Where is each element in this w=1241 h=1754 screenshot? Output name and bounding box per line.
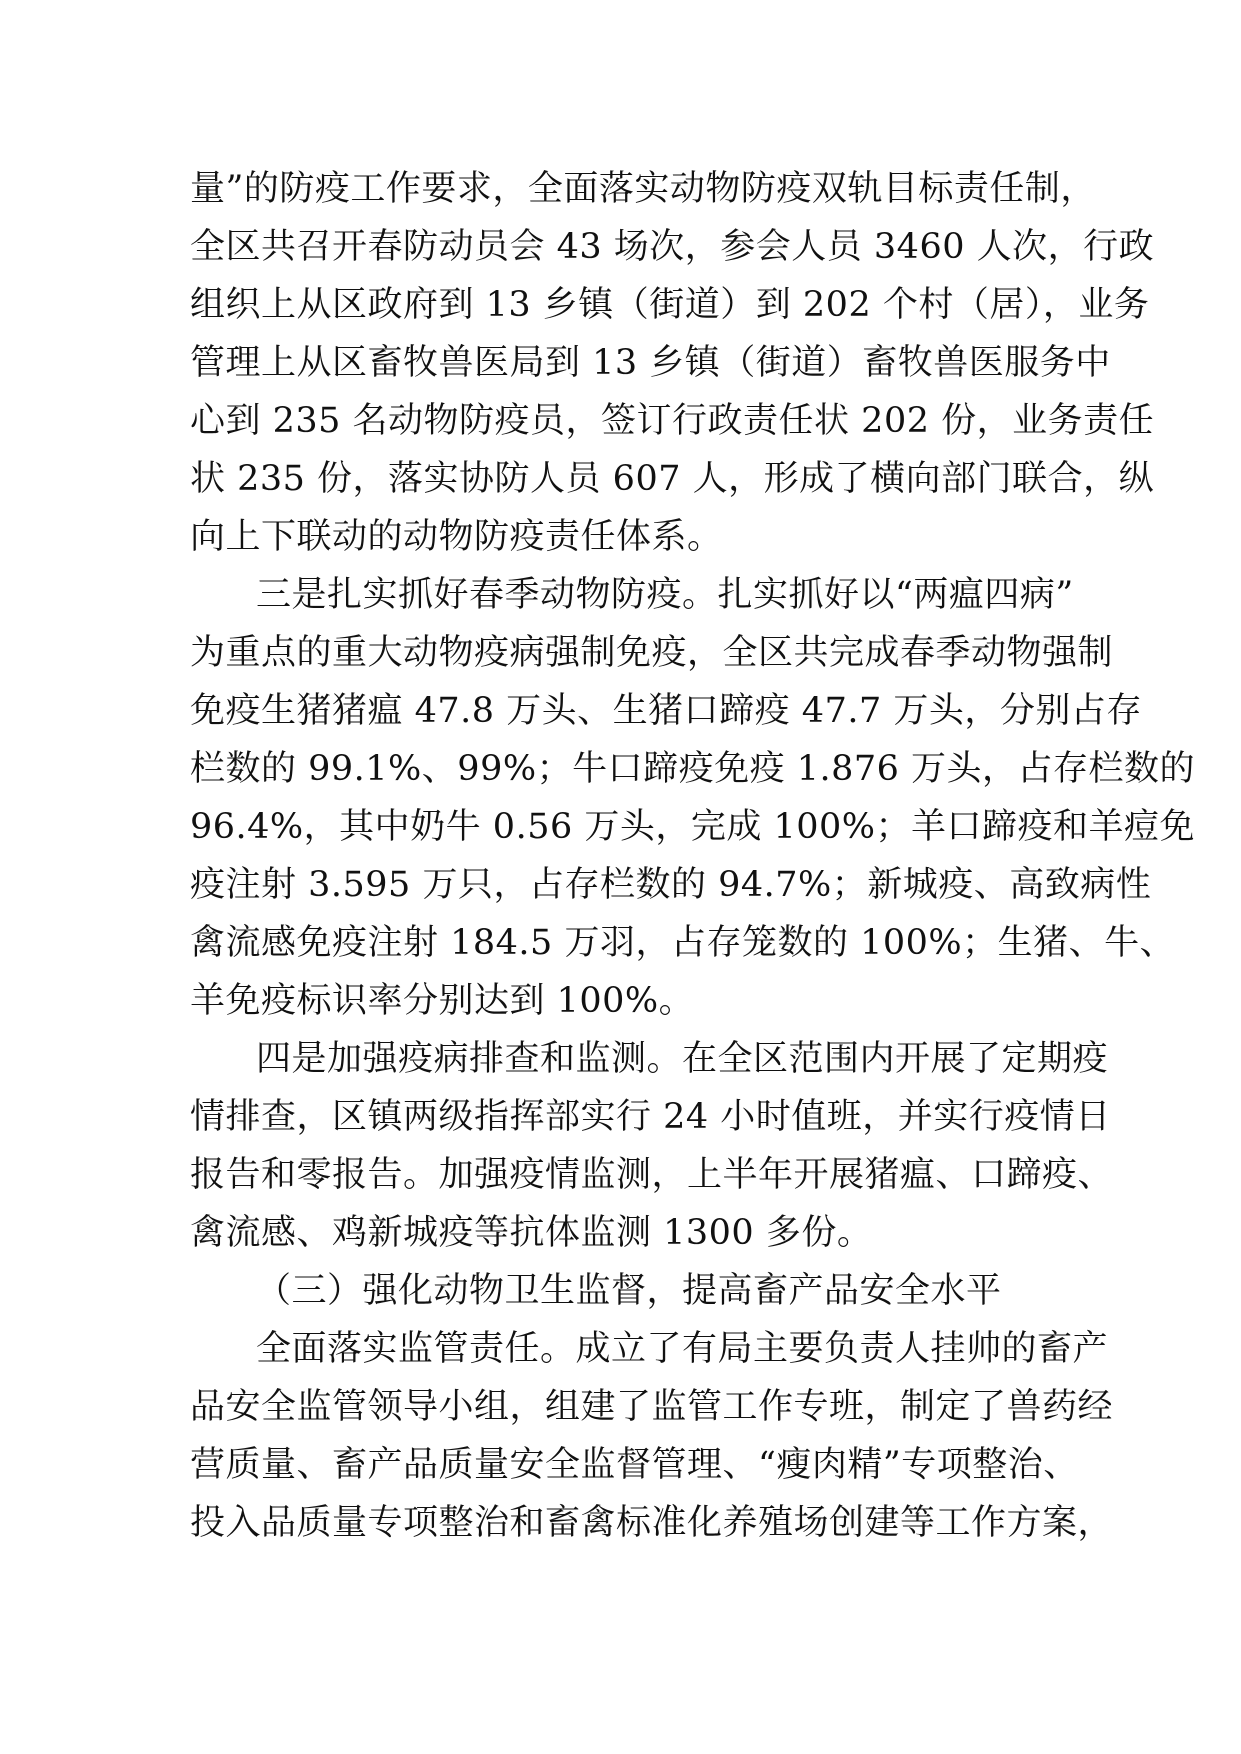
text-line: 状 235 份，落实协防人员 607 人，形成了横向部门联合，纵 xyxy=(190,459,1155,499)
text-line: 96.4%，其中奶牛 0.56 万头，完成 100%；羊口蹄疫和羊痘免 xyxy=(190,807,1196,847)
text-line: 全区共召开春防动员会 43 场次，参会人员 3460 人次，行政 xyxy=(190,227,1155,267)
text-line: 向上下联动的动物防疫责任体系。 xyxy=(190,517,723,557)
text-line: 量”的防疫工作要求，全面落实动物防疫双轨目标责任制， xyxy=(190,169,1096,209)
text-line: 禽流感、鸡新城疫等抗体监测 1300 多份。 xyxy=(190,1213,873,1253)
text-line: 栏数的 99.1%、99%；牛口蹄疫免疫 1.876 万头，占存栏数的 xyxy=(190,749,1196,789)
document-body xyxy=(190,160,1196,1552)
text-line: 报告和零报告。加强疫情监测，上半年开展猪瘟、口蹄疫、 xyxy=(190,1155,1114,1195)
text-line: 管理上从区畜牧兽医局到 13 乡镇（街道）畜牧兽医服务中 xyxy=(190,343,1111,383)
text-line: 营质量、畜产品质量安全监督管理、“瘦肉精”专项整治、 xyxy=(190,1445,1079,1485)
text-line: 品安全监管领导小组，组建了监管工作专班，制定了兽药经 xyxy=(190,1387,1114,1427)
paragraph-start-line: 四是加强疫病排查和监测。在全区范围内开展了定期疫 xyxy=(256,1039,1109,1079)
text-line: 羊免疫标识率分别达到 100%。 xyxy=(190,981,695,1021)
text-line: 组织上从区政府到 13 乡镇（街道）到 202 个村（居），业务 xyxy=(190,285,1150,325)
paragraph-start-line: 全面落实监管责任。成立了有局主要负责人挂帅的畜产 xyxy=(256,1329,1109,1369)
text-line: 免疫生猪猪瘟 47.8 万头、生猪口蹄疫 47.7 万头，分别占存 xyxy=(190,691,1142,731)
text-line: 疫注射 3.595 万只，占存栏数的 94.7%；新城疫、高致病性 xyxy=(190,865,1152,905)
text-line: 禽流感免疫注射 184.5 万羽，占存笼数的 100%；生猪、牛、 xyxy=(190,923,1176,963)
paragraph-start-line: 三是扎实抓好春季动物防疫。扎实抓好以“两瘟四病” xyxy=(256,575,1074,615)
section-heading: （三）强化动物卫生监督，提高畜产品安全水平 xyxy=(256,1271,1002,1311)
text-line: 情排查，区镇两级指挥部实行 24 小时值班，并实行疫情日 xyxy=(190,1097,1111,1137)
text-line: 心到 235 名动物防疫员，签订行政责任状 202 份，业务责任 xyxy=(190,401,1155,441)
text-line: 投入品质量专项整治和畜禽标准化养殖场创建等工作方案， xyxy=(190,1503,1114,1543)
text-line: 为重点的重大动物疫病强制免疫，全区共完成春季动物强制 xyxy=(190,633,1114,673)
